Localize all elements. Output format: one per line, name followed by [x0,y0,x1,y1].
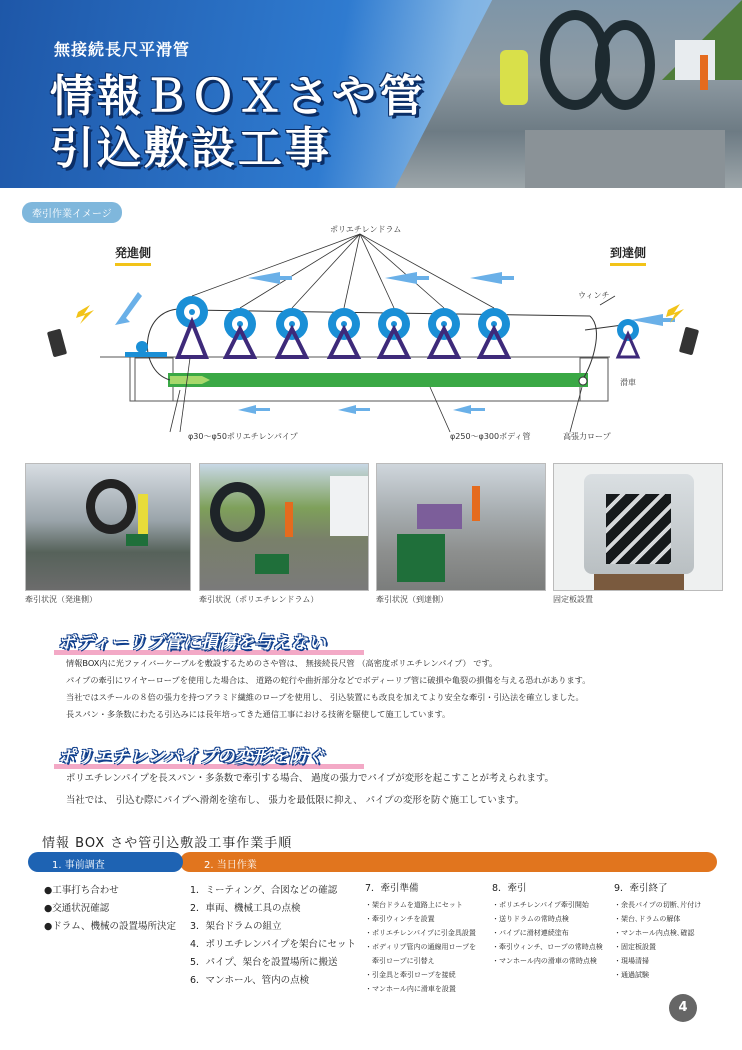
photo-start-side [25,463,191,591]
procedure-title: 情報 BOX さや管引込敷設工事作業手順 [42,836,293,851]
photo-caption-3: 牽引状況（到達側） [376,595,448,604]
list-item: ・マンホール内の滑車の常時点検 [492,957,597,965]
list-item: 4．ポリエチレンパイプを架台にセット [190,939,356,950]
list-item: ・牽引ウィンチを設置 [365,915,435,923]
step9-heading: 9．牽引終了 [614,883,668,894]
section2-line: ポリエチレンパイプを長スパン・多条数で牽引する場合、 過度の張力でパイプが変形を起こすことが考えられます。 [66,773,554,784]
pulley-caption: 滑車 [620,378,636,387]
hero-title-line1: 情報ＢＯＸさや管 [50,71,426,122]
list-item: ・送りドラムの常時点検 [492,915,569,923]
pulling-diagram [30,220,720,455]
photo-caption-2: 牽引状況（ポリエチレンドラム） [199,595,319,604]
section1-line: パイプの牽引にワイヤーロープを使用した場合は、 道路の蛇行や曲折部分などでボディーリブ管に破損や亀裂の損傷を与える恐れがあります。 [66,675,591,685]
photo-end-side [376,463,546,591]
photo-drum [199,463,369,591]
photo-caption-1: 牽引状況（発進側） [25,595,97,604]
start-side-label: 発進側 [115,244,151,266]
step7-list [365,882,476,996]
day-work-list [190,882,356,990]
step8-heading: 8．牽引 [492,883,527,894]
radio-icon-right [679,327,699,356]
list-item: 2．車両、機械工具の点検 [190,903,301,914]
section1-body [66,655,590,723]
drum-caption: ポリエチレンドラム [330,225,402,234]
photo-caption-4: 固定板設置 [553,595,593,604]
body-pipe-caption: φ250～φ300ボディ管 [450,432,531,441]
list-item: ・余長パイプの切断､片付け [614,901,702,909]
list-item: ・パイプに滑材連続塗布 [492,929,569,937]
step7-heading: 7．牽引準備 [365,883,419,894]
hero-photo [395,0,742,188]
list-item: ・マンホール内点検､確認 [614,929,695,937]
list-item: ・固定板設置 [614,943,656,951]
rope-caption: 高張力ロープ [563,432,611,441]
end-side-label: 到達側 [610,244,646,266]
list-item: ・現場清掃 [614,957,649,965]
list-item: ●ドラム、機械の設置場所決定 [44,921,176,932]
list-item: 牽引ロープに引替え [365,957,435,965]
section1-line: 長スパン・多条数にわたる引込みには長年培ってきた通信工事における技術を駆使して施工しています。 [66,709,451,719]
page-number: 4 [669,994,697,1022]
section2-line: 当社では、 引込む際にパイプへ滑剤を塗布し、 張力を最低限に抑え、 パイプの変形を防ぐ施工しています。 [66,795,525,806]
phase2-bar: 2. 当日作業 [180,852,717,872]
step9-list [614,882,701,982]
photo-strip [25,463,725,613]
section1-heading: ボディーリブ管に損傷を与えない [58,628,327,653]
list-item: ・牽引ウィンチ、ロープの常時点検 [492,943,603,951]
section2-body [66,768,554,812]
diagram-pill: 牽引作業イメージ [22,202,122,223]
section1-line: 情報BOX内に光ファイバーケーブルを敷設するためのさや管は、 無接続長尺管 （高密度ポリエチレンパイプ） です。 [66,658,498,668]
hero-subtitle: 無接続長尺平滑管 [54,40,191,59]
photo-fixing-plate [553,463,723,591]
pipe-caption: φ30～φ50ポリエチレンパイプ [188,432,298,441]
list-item: ●工事打ち合わせ [44,885,119,896]
list-item: 6．マンホール、管内の点検 [190,975,310,986]
winch-caption: ウィンチ [578,291,610,300]
list-item: ・引金具と牽引ロープを接続 [365,971,456,979]
list-item: ・架台､ドラムの解体 [614,915,681,923]
radio-icon-left [47,329,67,358]
section2-heading: ポリエチレンパイプの変形を防ぐ [58,742,325,767]
list-item: ・ポリエチレンパイプ牽引開始 [492,901,589,909]
list-item: 3．架台ドラムの組立 [190,921,282,932]
list-item: ・通過試験 [614,971,649,979]
list-item: ●交通状況確認 [44,903,110,914]
list-item: ・ボディリブ管内の通線用ロープを [365,943,477,951]
step8-list [492,882,603,968]
hero-banner [0,0,742,188]
list-item: ・架台ドラムを道路上にセット [365,901,463,909]
list-item: 1．ミーティング、合図などの確認 [190,885,338,896]
hero-title-line2: 引込敷設工事 [50,123,332,174]
phase1-bar: 1. 事前調査 [28,852,183,872]
pre-survey-list [44,882,176,936]
list-item: 5．パイプ、架台を設置場所に搬送 [190,957,338,968]
list-item: ・マンホール内に滑車を設置 [365,985,456,993]
drum-group [176,296,639,357]
list-item: ・ポリエチレンパイプに引金具設置 [365,929,476,937]
section1-line: 当社ではスチールの８倍の張力を持つアラミド繊維のロープを使用し、 引込装置にも改良を加えてより安全な牽引・引込法を確立しました。 [66,692,584,702]
